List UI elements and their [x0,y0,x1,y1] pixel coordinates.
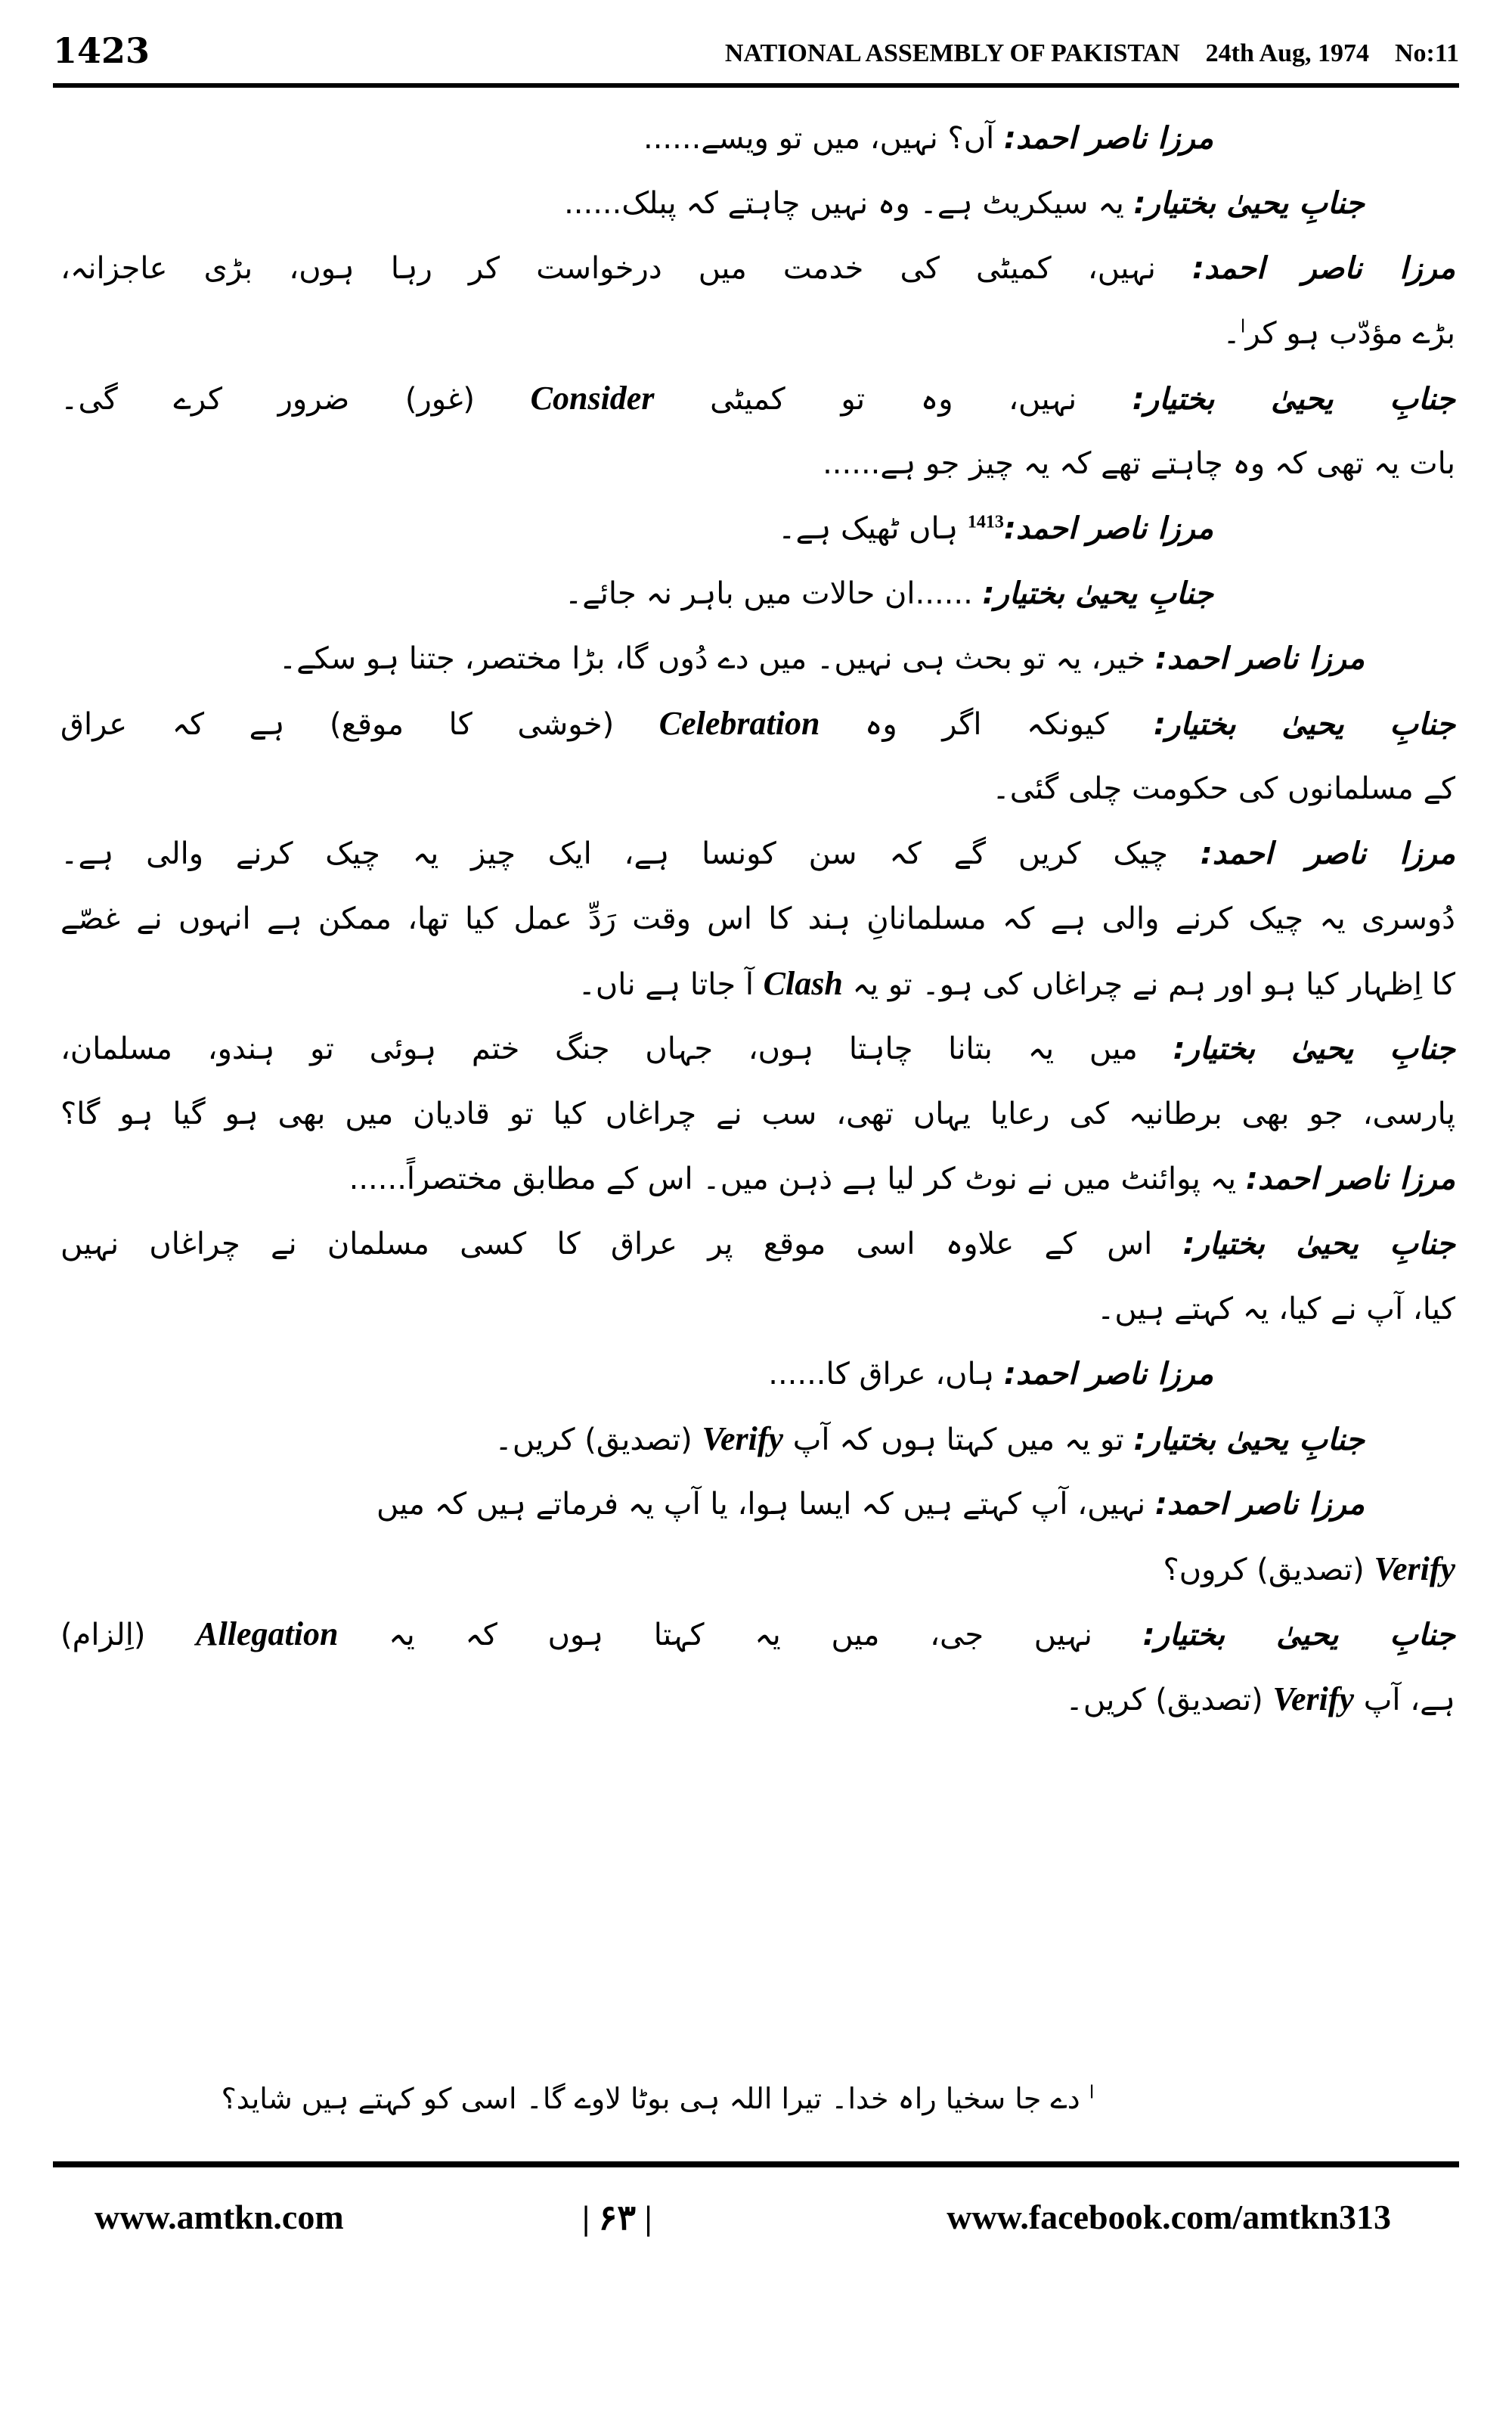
speaker-yahya: جنابِ یحییٰ بختیار: [1133,186,1365,221]
page-footer [53,2189,1459,2250]
transcript-line: جنابِ یحییٰ بختیار: اس کے علاوہ اسی موقع پر عراق کا کسی مسلمان نے چراغاں نہیں [60,1227,1455,1261]
website-link[interactable]: www.amtkn.com [94,2198,344,2236]
footnote-text: دے جا سخیا راہ خدا۔ تیرا اللہ ہی بوٹا لاوے گا۔ اسی کو کہتے ہیں شاید؟ [221,2082,1080,2115]
transcript-line: ہے، آپ Verify (تصدیق) کریں۔ [1065,1680,1455,1717]
transcript-line: جنابِ یحییٰ بختیار: کیونکہ اگر وہ Celebration (خوشی کا موقع) ہے کہ عراق [60,705,1456,742]
header-title [699,39,1459,68]
transcript-line: مرزا ناصر احمد: ہاں، عراق کا...... [768,1357,1213,1392]
speaker-mirza: مرزا ناصر احمد: [1003,121,1213,156]
speaker-mirza: مرزا ناصر احمد: [1003,511,1213,546]
reference-number: 1413 [967,512,1004,532]
speaker-mirza: مرزا ناصر احمد: [1192,251,1456,286]
speaker-yahya: جنابِ یحییٰ بختیار: [1132,382,1456,417]
transcript-line: کا اِظہار کیا ہو اور ہم نے چراغاں کی ہو۔ تو یہ Clash آ جاتا ہے ناں۔ [578,965,1455,1002]
transcript-line: کے مسلمانوں کی حکومت چلی گئی۔ [992,771,1455,806]
issue-number: No:11 [1395,39,1459,67]
speaker-mirza: مرزا ناصر احمد: [1154,1487,1365,1522]
transcript-line: جنابِ یحییٰ بختیار: میں یہ بتانا چاہتا ہوں، جہاں جنگ ختم ہوئی تو ہندو، مسلمان، [60,1032,1456,1066]
footnote [60,2072,1255,2125]
transcript-body [60,106,1455,1732]
speaker-mirza: مرزا ناصر احمد: [1154,641,1365,676]
transcript-line: جنابِ یحییٰ بختیار: تو یہ میں کہتا ہوں کہ آپ Verify (تصدیق) کریں۔ [494,1420,1365,1457]
speaker-yahya: جنابِ یحییٰ بختیار: [982,576,1213,611]
speaker-mirza: مرزا ناصر احمد: [1200,836,1456,871]
transcript-line: جنابِ یحییٰ بختیار: نہیں جی، میں یہ کہتا ہوں کہ یہ Allegation (اِلزام) [60,1615,1455,1652]
transcript-line: جنابِ یحییٰ بختیار: یہ سیکریٹ ہے۔ وہ نہیں چاہتے کہ پبلک...... [564,186,1365,221]
speaker-yahya: جنابِ یحییٰ بختیار: [1173,1032,1456,1066]
transcript-line: مرزا ناصر احمد:$^{1413}$ ہاں ٹھیک ہے۔ [778,511,1213,546]
transcript-line: جنابِ یحییٰ بختیار: ......ان حالات میں باہر نہ جائے۔ [564,576,1213,611]
session-date: 24th Aug, 1974 [1205,39,1369,67]
footnote-marker: ا [1089,2081,1095,2103]
transcript-line: بڑے مؤدّب ہو کر$^ا$۔ [1222,315,1455,351]
transcript-line: دُوسری یہ چیک کرنے والی ہے کہ مسلمانانِ ہند کا اس وقت رَدِّ عمل کیا تھا، ممکن ہے انہوں نے غصّے [60,901,1455,936]
speaker-yahya: جنابِ یحییٰ بختیار: [1142,1618,1455,1652]
footer-rule [53,2161,1459,2167]
speaker-yahya: جنابِ یحییٰ بختیار: [1153,707,1456,742]
header-rule [53,83,1459,88]
transcript-line: Verify (تصدیق) کروں؟ [1163,1550,1455,1587]
footnote-marker: ا [1240,315,1246,337]
transcript-line: پارسی، جو بھی برطانیہ کی رعایا یہاں تھی، سب نے چراغاں کیا تو قادیان میں بھی ہو گیا ہو گا؟ [60,1097,1455,1131]
page-number: 1423 [53,30,150,71]
speaker-mirza: مرزا ناصر احمد: [1245,1162,1455,1196]
urdu-page-number: | ۶۳ | [582,2198,652,2237]
transcript-line: مرزا ناصر احمد: آں؟ نہیں، میں تو ویسے...... [643,121,1213,156]
transcript-line: بات یہ تھی کہ وہ چاہتے تھے کہ یہ چیز جو ہے...... [823,446,1455,481]
transcript-line: مرزا ناصر احمد: چیک کریں گے کہ سن کونسا ہے، ایک چیز یہ چیک کرنے والی ہے۔ [60,836,1456,871]
transcript-line: مرزا ناصر احمد: خیر، یہ تو بحث ہی نہیں۔ میں دے دُوں گا، بڑا مختصر، جتنا ہو سکے۔ [278,641,1365,676]
transcript-line: جنابِ یحییٰ بختیار: نہیں، وہ تو کمیٹی Consider (غور) ضرور کرے گی۔ [60,380,1456,417]
speaker-mirza: مرزا ناصر احمد: [1003,1357,1213,1392]
speaker-yahya: جنابِ یحییٰ بختیار: [1182,1227,1455,1261]
assembly-name: NATIONAL ASSEMBLY OF PAKISTAN [724,39,1180,67]
transcript-line: کیا، آپ نے کیا، یہ کہتے ہیں۔ [1096,1292,1455,1326]
transcript-line: مرزا ناصر احمد: یہ پوائنٹ میں نے نوٹ کر لیا ہے ذہن میں۔ اس کے مطابق مختصراً...... [349,1162,1455,1196]
facebook-link[interactable]: www.facebook.com/amtkn313 [947,2198,1391,2236]
transcript-line: مرزا ناصر احمد: نہیں، کمیٹی کی خدمت میں درخواست کر رہا ہوں، بڑی عاجزانہ، [60,251,1456,286]
transcript-line: مرزا ناصر احمد: نہیں، آپ کہتے ہیں کہ ایسا ہوا، یا آپ یہ فرماتے ہیں کہ میں [376,1487,1365,1522]
page-header [53,30,1459,83]
speaker-yahya: جنابِ یحییٰ بختیار: [1133,1423,1365,1457]
